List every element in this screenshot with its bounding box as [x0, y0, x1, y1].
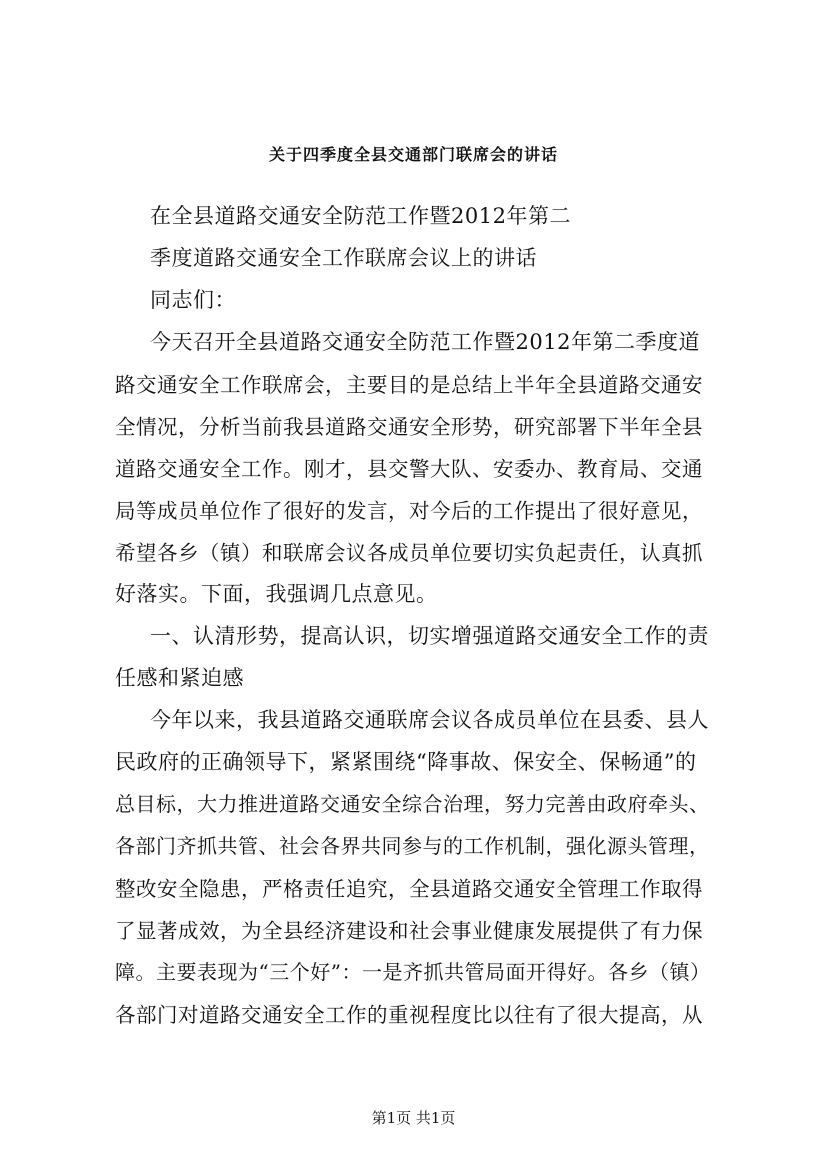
subtitle-line: 季度道路交通安全工作联席会议上的讲话	[150, 246, 537, 270]
subtitle-line: 在全县道路交通安全防范工作暨2012年第二	[150, 204, 571, 228]
salutation: 同志们：	[150, 288, 236, 312]
section-heading: 任感和紧迫感	[115, 666, 244, 690]
paragraph-line: 今天召开全县道路交通安全防范工作暨2012年第二季度道	[150, 330, 700, 354]
paragraph-line: 各部门对道路交通安全工作的重视程度比以往有了很大提高，从	[115, 1003, 703, 1027]
paragraph-line: 障。主要表现为“三个好”：一是齐抓共管局面开得好。各乡（镇）	[115, 960, 711, 984]
paragraph-line: 好落实。下面，我强调几点意见。	[115, 582, 438, 606]
page-footer: 第1页 共1页	[371, 1109, 456, 1127]
paragraph-line: 总目标，大力推进道路交通安全综合治理，努力完善由政府牵头、	[115, 792, 710, 816]
paragraph-line: 局等成员单位作了很好的发言，对今后的工作提出了很好意见，	[115, 499, 703, 523]
section-heading: 一、认清形势，提高认识，切实增强道路交通安全工作的责	[150, 624, 709, 648]
paragraph-line: 了显著成效，为全县经济建设和社会事业健康发展提供了有力保	[115, 919, 703, 943]
paragraph-line: 路交通安全工作联席会，主要目的是总结上半年全县道路交通安	[115, 373, 703, 397]
document-title: 关于四季度全县交通部门联席会的讲话	[268, 145, 558, 164]
paragraph-line: 民政府的正确领导下，紧紧围绕“降事故、保安全、保畅通”的	[115, 750, 697, 774]
paragraph-line: 希望各乡（镇）和联席会议各成员单位要切实负起责任，认真抓	[115, 541, 703, 565]
paragraph-line: 整改安全隐患，严格责任追究，全县道路交通安全管理工作取得	[115, 877, 703, 901]
paragraph-line: 各部门齐抓共管、社会各界共同参与的工作机制，强化源头管理，	[115, 834, 710, 858]
paragraph-line: 道路交通安全工作。刚才，县交警大队、安委办、教育局、交通	[115, 457, 703, 481]
paragraph-line: 全情况，分析当前我县道路交通安全形势，研究部署下半年全县	[115, 415, 703, 439]
paragraph-line: 今年以来，我县道路交通联席会议各成员单位在县委、县人	[150, 708, 709, 732]
